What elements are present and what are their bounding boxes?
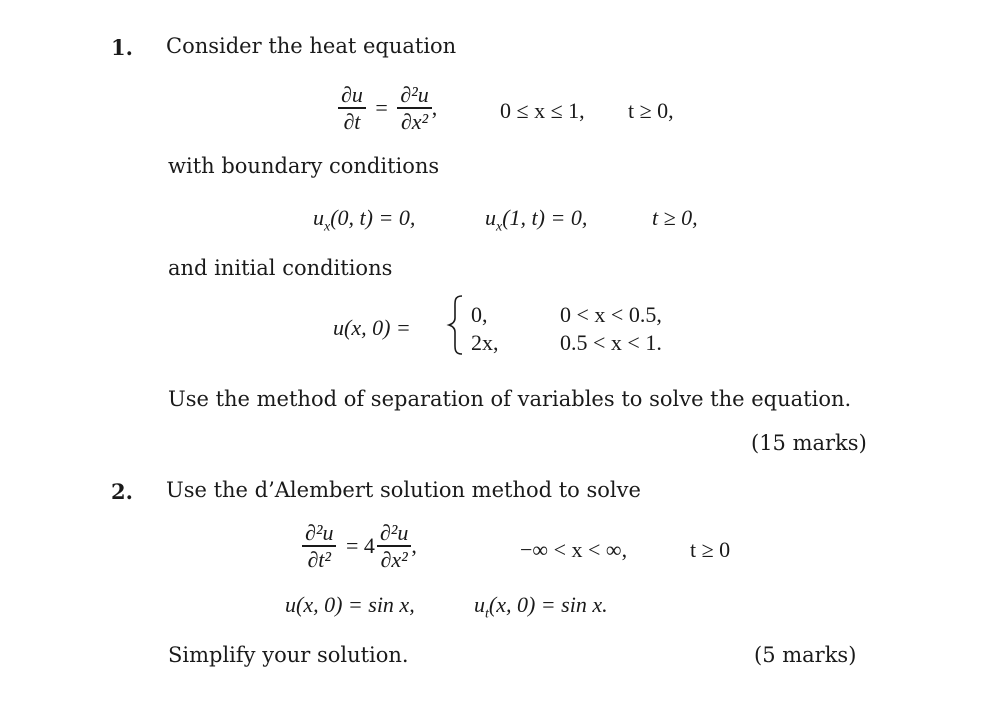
wave-equation bbox=[302, 520, 417, 572]
heat-eq-lhs-numerator: ∂u bbox=[341, 82, 363, 107]
wave-eq-comma: , bbox=[411, 532, 417, 558]
boundary-condition-1: $u_x(0$, t) = 0, bbox=[313, 205, 416, 235]
heat-eq-lhs-denominator: ∂t bbox=[343, 108, 361, 134]
initial-condition-case-1-condition: 0 < x < 0.5, bbox=[560, 302, 662, 327]
wave-eq-x-domain: −∞ < x < ∞, bbox=[520, 537, 628, 562]
heat-eq-rhs-denominator: ∂x² bbox=[400, 108, 429, 134]
question-2-intro: Use the d’Alembert solution method to solve bbox=[166, 478, 641, 502]
heat-eq-rhs-fraction bbox=[397, 82, 431, 134]
left-brace-icon bbox=[446, 294, 468, 360]
boundary-condition-t-domain: t ≥ 0, bbox=[652, 205, 698, 230]
heat-equation bbox=[338, 82, 437, 134]
heat-eq-lhs-fraction bbox=[338, 82, 366, 134]
heat-eq-rhs-numerator: ∂²u bbox=[400, 82, 429, 107]
wave-eq-t-domain: t ≥ 0 bbox=[690, 537, 731, 562]
initial-conditions-intro: and initial conditions bbox=[168, 256, 393, 280]
question-1-number: 1. bbox=[111, 35, 133, 60]
boundary-conditions-intro: with boundary conditions bbox=[168, 154, 440, 178]
wave-eq-lhs-denominator: ∂t² bbox=[307, 546, 332, 572]
wave-eq-rhs-numerator: ∂²u bbox=[379, 520, 409, 545]
wave-eq-rhs-fraction bbox=[377, 520, 411, 572]
wave-initial-condition-1: u(x, 0) = sin x, bbox=[285, 592, 415, 617]
initial-condition-case-2-condition: 0.5 < x < 1. bbox=[560, 330, 662, 355]
question-2-marks: (5 marks) bbox=[754, 643, 857, 667]
question-1-marks: (15 marks) bbox=[751, 431, 867, 455]
initial-condition-case-1-value: 0, bbox=[471, 302, 488, 327]
wave-eq-rhs-denominator: ∂x² bbox=[380, 546, 408, 572]
initial-condition-lhs: u(x, 0) = bbox=[333, 315, 411, 340]
question-1-instruction: Use the method of separation of variables to solve the equation. bbox=[168, 387, 852, 411]
initial-condition-case-2-value: 2x, bbox=[471, 330, 499, 355]
question-2-number: 2. bbox=[111, 479, 133, 504]
heat-eq-comma: , bbox=[431, 94, 438, 120]
question-1-intro: Consider the heat equation bbox=[166, 34, 457, 58]
boundary-condition-2: $u_x(1$, t) = 0, bbox=[485, 205, 588, 235]
heat-eq-t-domain: t ≥ 0, bbox=[628, 98, 674, 123]
wave-eq-lhs-numerator: ∂²u bbox=[305, 520, 334, 545]
wave-eq-equals: = 4 bbox=[345, 532, 375, 558]
heat-eq-x-domain: 0 ≤ x ≤ 1, bbox=[500, 98, 585, 123]
heat-eq-equals: = bbox=[375, 94, 388, 120]
wave-initial-condition-2: $u_t(x$, 0) = sin x. bbox=[474, 592, 608, 622]
wave-eq-lhs-fraction bbox=[302, 520, 336, 572]
question-2-instruction: Simplify your solution. bbox=[168, 643, 409, 667]
